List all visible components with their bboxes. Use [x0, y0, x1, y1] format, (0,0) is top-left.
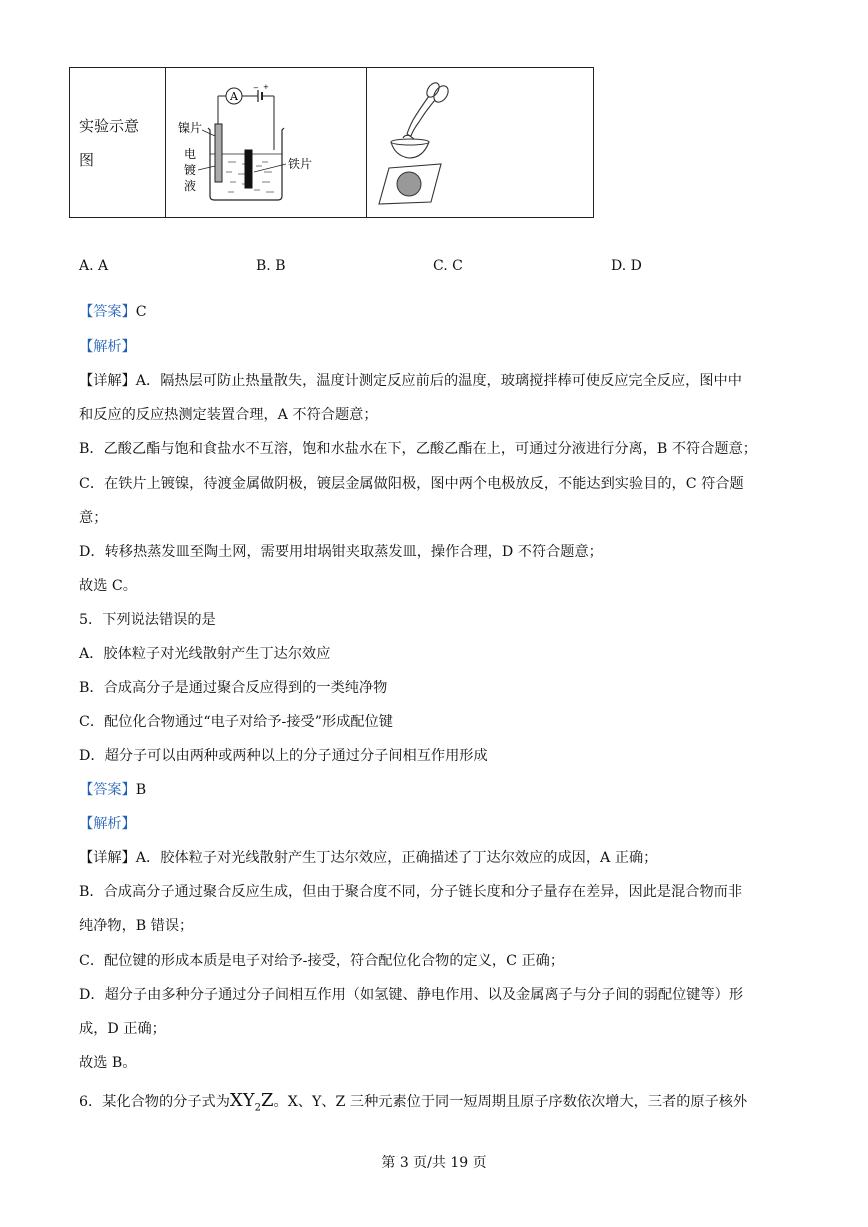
iron-electrode [245, 150, 252, 188]
formula-sub: 2 [254, 1102, 261, 1114]
evaporating-dish-diagram-cell [367, 68, 594, 218]
detail-tag: 【详解】 [79, 373, 136, 389]
q6-formula [229, 1090, 274, 1114]
option-a[interactable]: A. A [79, 258, 109, 274]
q4-detail-line-5: 意； [79, 510, 108, 526]
detail-tag: 【详解】 [79, 850, 136, 866]
formula-xy: XY [229, 1090, 255, 1111]
q5-stem: 5．下列说法错误的是 [79, 612, 216, 628]
option-c[interactable]: C. C [433, 258, 463, 274]
answer-value: B [135, 782, 147, 798]
q5-choice-d: D．超分子可以由两种或两种以上的分子通过分子间相互作用形成 [79, 748, 488, 764]
q4-detail-line-4: C．在铁片上镀镍，待渡金属做阴极，镀层金属做阳极，图中两个电极放反，不能达到实验目的，C 符合题 [79, 476, 744, 492]
page-footer: 第 3 页/共 19 页 [381, 1155, 487, 1171]
table-label-cell [70, 68, 166, 218]
q5-detail-line-5: D．超分子由多种分子通过分子间相互作用（如氢键、静电作用、以及金属离子与分子间的弱配位键等）形 [79, 987, 744, 1003]
q5-detail-line-4: C．配位键的形成本质是电子对给予-接受，符合配位化合物的定义，C 正确； [79, 953, 565, 969]
option-b[interactable]: B. B [256, 258, 286, 274]
q4-detail-line-1 [79, 373, 795, 390]
analysis-tag: 【解析】 [79, 816, 136, 832]
crucible-tongs-icon [403, 81, 451, 140]
q5-choice-b: B．合成高分子是通过聚合反应得到的一类纯净物 [79, 680, 388, 696]
electroplating-diagram-cell [166, 68, 367, 218]
q5-detail-line-1 [79, 850, 795, 867]
electrolyte-label-3: 液 [184, 179, 197, 193]
q4-detail-line-6: D．转移热蒸发皿至陶土网，需要用坩埚钳夹取蒸发皿，操作合理，D 不符合题意； [79, 544, 603, 560]
nickel-electrode [215, 124, 222, 182]
electrolyte-label-2: 镀 [184, 163, 197, 177]
q6-stem-before: 6．某化合物的分子式为 [79, 1094, 230, 1110]
q5-choice-c: C．配位化合物通过“电子对给予-接受”形成配位键 [79, 714, 393, 730]
answer-value: C [135, 304, 147, 320]
nickel-label: 镍片 [178, 121, 203, 135]
q6-stem-after: 。X、Y、Z 三种元素位于同一短周期且原子序数依次增大，三者的原子核外 [273, 1094, 748, 1110]
q4-detail-line-7: 故选 C。 [79, 578, 137, 594]
q5-detail-line-6: 成，D 正确； [79, 1021, 166, 1037]
option-d[interactable]: D. D [611, 258, 642, 274]
crucible-tongs-diagram [367, 68, 593, 213]
q4-analysis-tag-line [79, 339, 795, 356]
ammeter-label: A [230, 90, 238, 103]
q5-answer-line [79, 782, 795, 799]
table-label-line1: 实验示意 [79, 116, 140, 135]
q5-analysis-tag-line [79, 816, 795, 833]
answer-tag: 【答案】 [79, 782, 136, 798]
q4-detail-line-2: 和反应的反应热测定装置合理，A 不符合题意； [79, 407, 378, 423]
svg-text:+: + [263, 83, 269, 91]
table-label-line2: 图 [79, 150, 95, 169]
iron-label: 铁片 [288, 157, 313, 171]
formula-z: Z [260, 1090, 274, 1111]
q4-detail-line-3: B．乙酸乙酯与饱和食盐水不互溶，饱和水盐水在下，乙酸乙酯在上，可通过分液进行分离，B 不符合题意； [79, 441, 757, 457]
q4-answer-line [79, 304, 795, 321]
electroplating-diagram [166, 68, 366, 213]
q5-detail-line-3: 纯净物，B 错误； [79, 918, 194, 934]
svg-text:−: − [253, 84, 259, 92]
ceramic-center [397, 172, 421, 196]
q5-choice-a: A．胶体粒子对光线散射产生丁达尔效应 [79, 646, 331, 662]
detail-text: A．胶体粒子对光线散射产生丁达尔效应，正确描述了丁达尔效应的成因，A 正确； [135, 850, 658, 866]
experiment-table [69, 67, 594, 218]
q6-stem [79, 1092, 795, 1117]
q5-detail-line-7: 故选 B。 [79, 1055, 137, 1071]
detail-text: A．隔热层可防止热量散失，温度计测定反应前后的温度，玻璃搅拌棒可使反应完全反应，图中中 [135, 373, 742, 389]
q5-detail-line-2: B．合成高分子通过聚合反应生成，但由于聚合度不同，分子链长度和分子量存在差异，因此是混合物而非 [79, 884, 743, 900]
electrolyte-label-1: 电 [184, 147, 197, 161]
answer-tag: 【答案】 [79, 304, 136, 320]
analysis-tag: 【解析】 [79, 339, 136, 355]
